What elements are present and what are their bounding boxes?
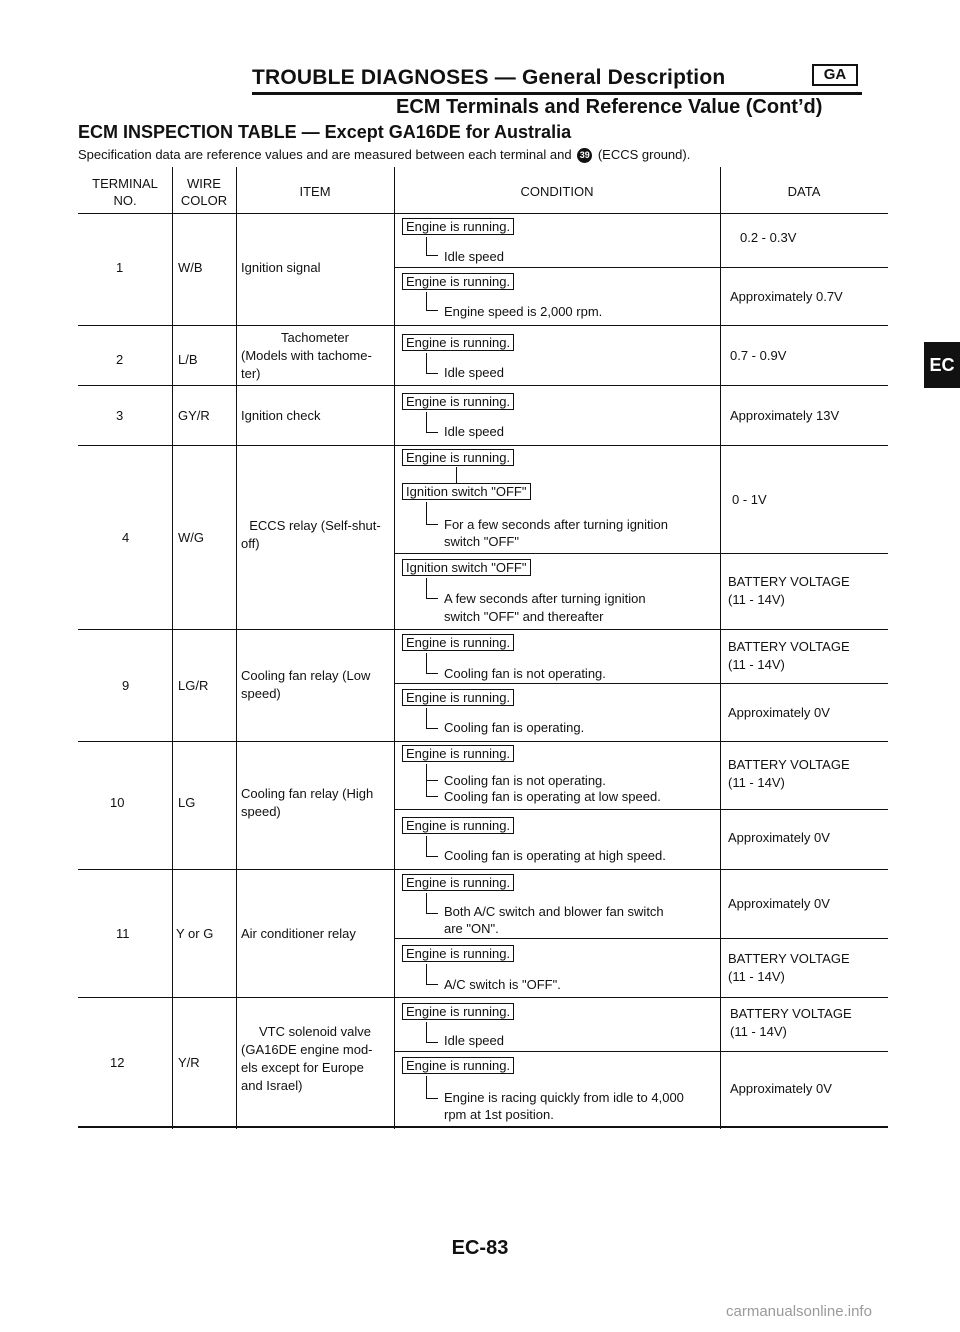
data-value: Approximately 0V xyxy=(728,705,830,720)
header-condition: CONDITION xyxy=(520,184,594,199)
item-line: and Israel) xyxy=(241,1078,303,1093)
condition-box: Engine is running. xyxy=(402,634,514,651)
item: Ignition signal xyxy=(241,260,321,275)
page-number: EC-83 xyxy=(451,1237,509,1259)
terminal-no: 12 xyxy=(110,1055,125,1070)
condition-box: Ignition switch "OFF" xyxy=(402,483,531,500)
condition-text: A few seconds after turning ignition xyxy=(444,591,646,606)
data-value: (11 - 14V) xyxy=(730,1024,787,1039)
condition-text: Idle speed xyxy=(444,249,504,264)
item: Cooling fan relay (Low xyxy=(241,668,371,683)
item-line: (Models with tachome- xyxy=(241,348,372,363)
data-value: BATTERY VOLTAGE xyxy=(728,951,850,966)
specification-note xyxy=(78,147,690,163)
condition-text: Engine speed is 2,000 rpm. xyxy=(444,304,603,319)
header-terminal: TERMINAL xyxy=(92,176,158,191)
data-value: Approximately 0V xyxy=(728,830,830,845)
col-rule-3 xyxy=(394,167,395,1129)
wire-color: LG xyxy=(178,795,196,810)
condition-text: Cooling fan is not operating. xyxy=(444,773,606,788)
wire-color: W/G xyxy=(178,530,204,545)
condition-box: Engine is running. xyxy=(402,817,514,834)
condition-box: Engine is running. xyxy=(402,334,514,351)
item-line: speed) xyxy=(241,686,281,701)
wire-color: Y/R xyxy=(178,1055,200,1070)
condition-box: Engine is running. xyxy=(402,218,514,235)
ecm-inspection-table xyxy=(78,167,888,1129)
condition-box: Engine is running. xyxy=(402,874,514,891)
table-title: ECM INSPECTION TABLE — Except GA16DE for Australia xyxy=(78,122,572,142)
item: Air conditioner relay xyxy=(241,926,356,941)
wire-color: GY/R xyxy=(178,408,210,423)
data-value: Approximately 0V xyxy=(730,1081,832,1096)
terminal-no: 2 xyxy=(116,352,124,367)
col-rule-2 xyxy=(236,167,237,1129)
terminal-no: 4 xyxy=(122,530,130,545)
item: ECCS relay (Self-shut- xyxy=(249,518,381,533)
item-line: off) xyxy=(241,536,260,551)
condition-text: Idle speed xyxy=(444,365,504,380)
wire-color: LG/R xyxy=(178,678,209,693)
condition-box: Engine is running. xyxy=(402,689,514,706)
terminal-no: 3 xyxy=(116,408,124,423)
condition-box: Engine is running. xyxy=(402,945,514,962)
item: Ignition check xyxy=(241,408,321,423)
data-value: Approximately 0V xyxy=(728,896,830,911)
condition-text: Idle speed xyxy=(444,1033,504,1048)
condition-text: Cooling fan is operating at high speed. xyxy=(444,848,666,863)
data-value: 0.2 - 0.3V xyxy=(740,230,797,245)
condition-box: Engine is running. xyxy=(402,273,514,290)
data-value: Approximately 0.7V xyxy=(730,289,843,304)
section-tab-ec: EC xyxy=(924,342,960,388)
condition-text: Idle speed xyxy=(444,424,504,439)
data-value: BATTERY VOLTAGE xyxy=(730,1006,852,1021)
condition-text: Cooling fan is operating. xyxy=(444,720,585,735)
data-value: BATTERY VOLTAGE xyxy=(728,757,850,772)
item: Cooling fan relay (High xyxy=(241,786,374,801)
condition-text: Cooling fan is operating at low speed. xyxy=(444,789,661,804)
col-rule-1 xyxy=(172,167,173,1129)
condition-text: rpm at 1st position. xyxy=(444,1107,554,1122)
item-line: speed) xyxy=(241,804,281,819)
section-subtitle: ECM Terminals and Reference Value (Cont’d) xyxy=(396,96,823,118)
terminal-no: 10 xyxy=(110,795,125,810)
condition-text: Both A/C switch and blower fan switch xyxy=(444,904,664,919)
header-item: ITEM xyxy=(299,184,331,199)
engine-code-badge: GA xyxy=(812,64,858,86)
data-value: Approximately 13V xyxy=(730,408,840,423)
condition-text: switch "OFF" xyxy=(444,534,519,549)
data-value: (11 - 14V) xyxy=(728,969,785,984)
item: Tachometer xyxy=(281,330,349,345)
title-rule xyxy=(252,92,862,95)
wire-color: Y or G xyxy=(176,926,214,941)
header-rule xyxy=(78,213,888,214)
data-value: (11 - 14V) xyxy=(728,775,785,790)
condition-text: switch "OFF" and thereafter xyxy=(444,609,604,624)
page-title: TROUBLE DIAGNOSES — General Description xyxy=(252,66,726,89)
header-data: DATA xyxy=(787,184,821,199)
data-value: 0 - 1V xyxy=(732,492,767,507)
footer-watermark: carmanualsonline.info xyxy=(726,1303,872,1320)
data-value: 0.7 - 0.9V xyxy=(730,348,787,363)
spec-note-suffix: (ECCS ground). xyxy=(597,147,691,162)
terminal-no: 1 xyxy=(116,260,124,275)
wire-color: W/B xyxy=(178,260,203,275)
header-wire-color: COLOR xyxy=(180,193,228,208)
condition-text: Engine is racing quickly from idle to 4,000 xyxy=(444,1090,684,1105)
item-line: ter) xyxy=(241,366,261,381)
condition-box: Engine is running. xyxy=(402,745,514,762)
condition-box: Ignition switch "OFF" xyxy=(402,559,531,576)
spec-note-text: Specification data are reference values and are measured between each terminal and xyxy=(78,147,572,162)
col-rule-4 xyxy=(720,167,721,1129)
data-value: BATTERY VOLTAGE xyxy=(728,639,850,654)
item-line: els except for Europe xyxy=(241,1060,364,1075)
condition-box: Engine is running. xyxy=(402,449,514,466)
condition-text: are "ON". xyxy=(444,921,499,936)
condition-box: Engine is running. xyxy=(402,1057,514,1074)
data-value: (11 - 14V) xyxy=(728,592,785,607)
data-value: (11 - 14V) xyxy=(728,657,785,672)
item-line: (GA16DE engine mod- xyxy=(241,1042,373,1057)
condition-text: Cooling fan is not operating. xyxy=(444,666,606,681)
ground-terminal-marker: 39 xyxy=(577,148,592,163)
condition-text: A/C switch is "OFF". xyxy=(444,977,561,992)
condition-text: For a few seconds after turning ignition xyxy=(444,517,669,532)
wire-color: L/B xyxy=(178,352,198,367)
terminal-no: 11 xyxy=(116,926,130,941)
header-wire: WIRE xyxy=(187,176,221,191)
header-terminal-no: NO. xyxy=(113,193,137,208)
condition-box: Engine is running. xyxy=(402,393,514,410)
terminal-no: 9 xyxy=(122,678,130,693)
data-value: BATTERY VOLTAGE xyxy=(728,574,850,589)
item: VTC solenoid valve xyxy=(259,1024,371,1039)
condition-box: Engine is running. xyxy=(402,1003,514,1020)
table-bottom-rule xyxy=(78,1126,888,1128)
